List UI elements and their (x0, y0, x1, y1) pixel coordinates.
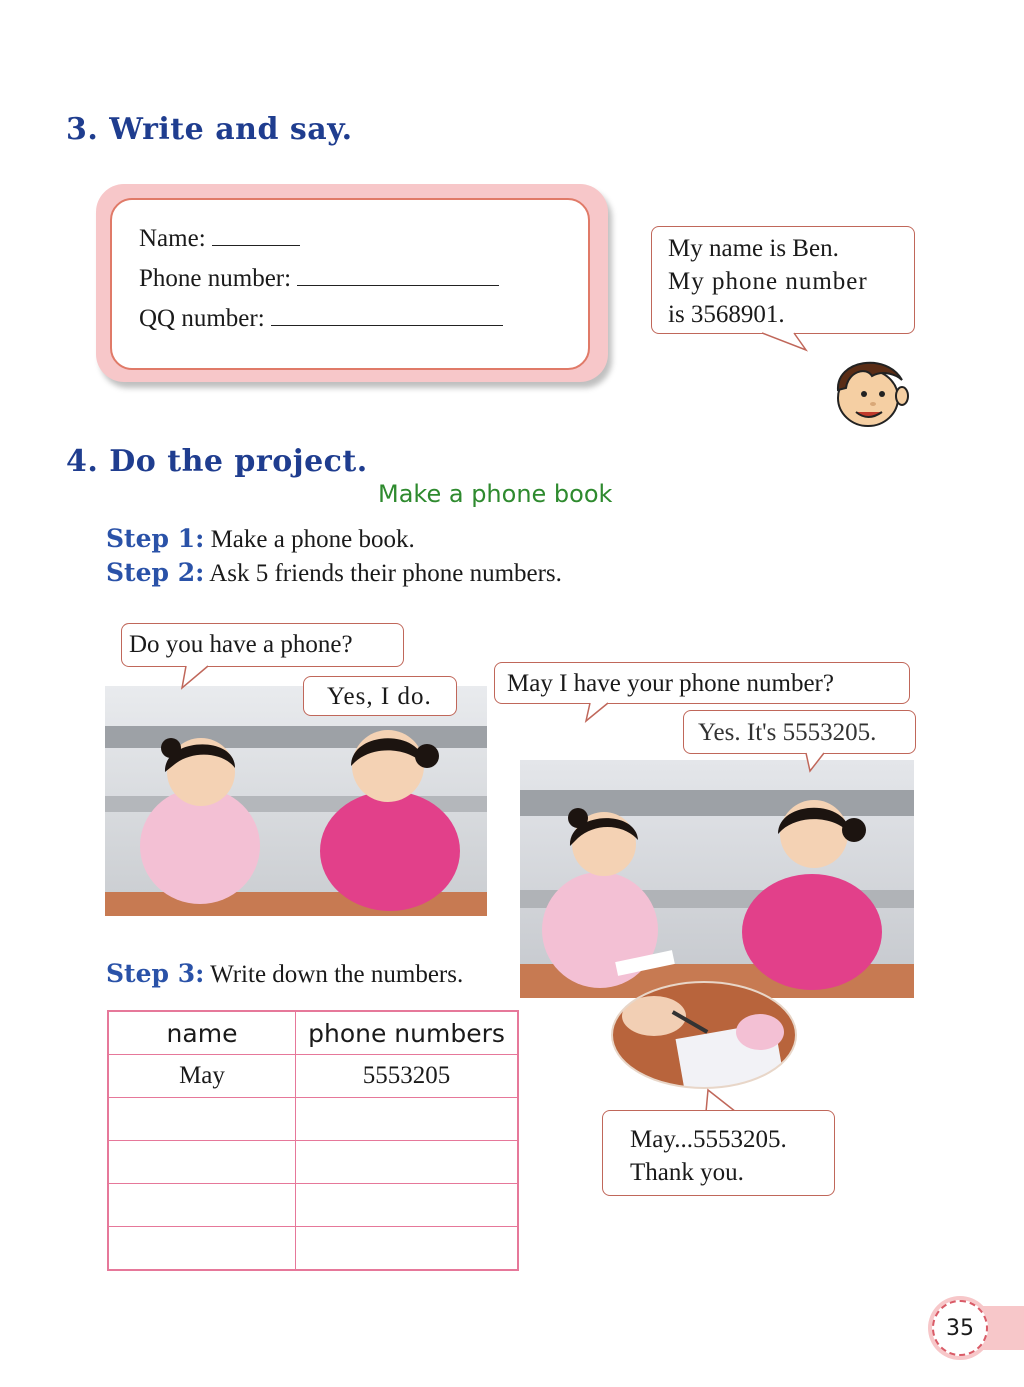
bubble-note-line-2: Thank you. (630, 1159, 744, 1186)
bubble-q1-text: Do you have a phone? (129, 631, 353, 658)
name-field (139, 225, 300, 253)
photo-girls-talking (105, 686, 487, 916)
table-row (108, 1184, 518, 1227)
cell-phone[interactable] (296, 1227, 519, 1271)
step-3-label: Step 3: (106, 959, 205, 988)
bubble-yes-i-do (303, 676, 457, 716)
qq-label: QQ number: (139, 305, 265, 332)
bubble-q2-text: May I have your phone number? (507, 670, 834, 697)
ben-speech-bubble (651, 226, 915, 334)
step-2-text: Ask 5 friends their phone numbers. (204, 560, 562, 587)
cell-phone[interactable] (296, 1098, 519, 1141)
page-number: 35 (932, 1300, 988, 1356)
bubble-yes-its-number (683, 710, 916, 754)
header-name: name (108, 1011, 296, 1055)
cell-name[interactable] (108, 1141, 296, 1184)
step-2-label: Step 2: (106, 558, 205, 587)
cell-phone[interactable] (296, 1141, 519, 1184)
bubble-q1-tail (178, 664, 218, 692)
step-1-text: Make a phone book. (204, 526, 415, 553)
phone-blank[interactable] (297, 267, 499, 286)
ben-line-2: My phone number (668, 268, 868, 295)
section-4-heading: 4. Do the project. (66, 444, 368, 479)
cell-phone[interactable]: 5553205 (296, 1055, 519, 1098)
ben-line-1: My name is Ben. (668, 235, 839, 262)
table-row (108, 1227, 518, 1271)
bubble-thank-you (602, 1110, 835, 1196)
step-1-label: Step 1: (106, 524, 205, 553)
qq-blank[interactable] (271, 307, 503, 326)
cell-name[interactable] (108, 1098, 296, 1141)
name-blank[interactable] (212, 227, 300, 246)
project-subtitle: Make a phone book (378, 480, 613, 508)
cell-phone[interactable] (296, 1184, 519, 1227)
bubble-a2-tail (800, 751, 832, 775)
ben-line-3: is 3568901. (668, 301, 785, 328)
table-row (108, 1098, 518, 1141)
step-3 (106, 959, 463, 989)
ben-bubble-tail (760, 330, 820, 354)
photo-asking-number (520, 760, 914, 998)
step-1 (106, 524, 415, 554)
table-header-row (108, 1011, 518, 1055)
cell-name[interactable] (108, 1184, 296, 1227)
bubble-a2-text: Yes. It's 5553205. (698, 719, 877, 746)
cell-name[interactable] (108, 1227, 296, 1271)
bubble-a1-text: Yes, I do. (327, 683, 432, 710)
cell-name[interactable]: May (108, 1055, 296, 1098)
step-3-text: Write down the numbers. (204, 961, 464, 988)
ben-face-icon (826, 350, 912, 432)
phone-book-table (107, 1010, 519, 1271)
table-row (108, 1141, 518, 1184)
name-label: Name: (139, 225, 206, 252)
bubble-do-you-have-phone (121, 623, 404, 667)
header-phone-numbers: phone numbers (296, 1011, 519, 1055)
bubble-note-line-1: May...5553205. (630, 1126, 787, 1153)
phone-label: Phone number: (139, 265, 292, 292)
step-2 (106, 558, 562, 588)
table-row (108, 1055, 518, 1098)
qq-field (139, 305, 503, 333)
photo-writing-closeup (610, 980, 798, 1090)
section-3-heading: 3. Write and say. (66, 112, 353, 147)
bubble-may-i-have-number (494, 662, 910, 704)
bubble-q2-tail (582, 701, 622, 725)
phone-field (139, 265, 499, 293)
